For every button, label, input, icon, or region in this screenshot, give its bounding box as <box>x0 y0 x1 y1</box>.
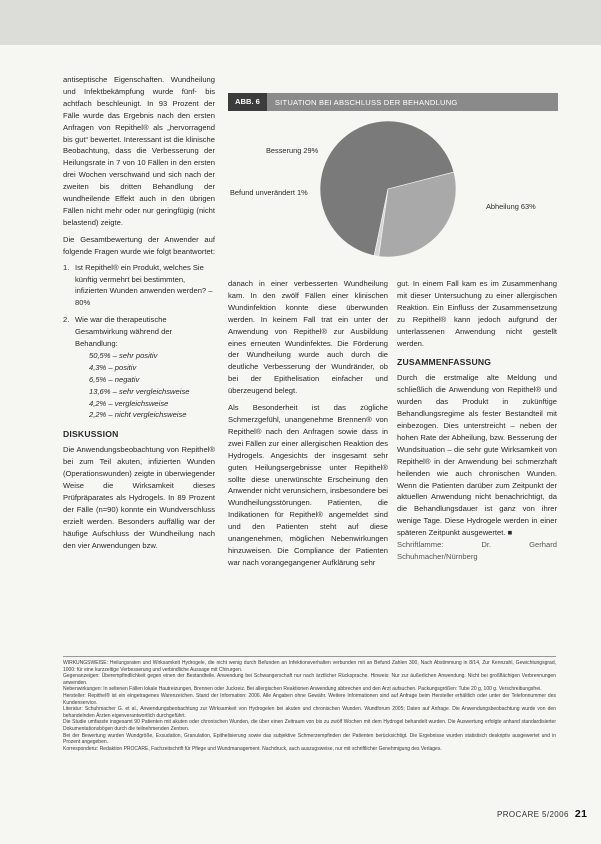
footnote-line: Hersteller: Repithel® ist ein eingetragenes Warenzeichen. Stand der Information: 2006. Alle Angaben ohne Gewähr. Weitere Informationen sind auf Anfrage beim Hersteller erhältlich oder unter der Telefonnummer des Kundenservice. <box>63 692 556 706</box>
list-item: 1. Ist Repithel® ein Produkt, welches Sie künftig vermehrt bei bestimmten, infizierten Wunden anwenden werden? – 80% <box>63 262 213 308</box>
footnote-line: Korrespondenz: Redaktion PROCARE, Fachzeitschrift für Pflege und Wundmanagement. Nachdruck, auch auszugsweise, nur mit schriftlicher Genehmigung des Verlages. <box>63 745 442 752</box>
footer-divider <box>63 656 556 657</box>
list-item: 2,2% – nicht vergleichsweise <box>89 410 187 420</box>
body-paragraph: gut. In einem Fall kam es im Zusammenhang mit dieser Untersuchung zu einer allergischen Reaktion. Ein Einfluss der Zusammensetzung zu Repithel® kann jedoch aufgrund der unterlassenen Anwendung nicht gestellt werden. <box>397 279 557 348</box>
pie-chart <box>228 111 558 260</box>
author-source: Schriftlamme: Dr. Gerhard Schuhmacher/Nürnberg <box>397 540 557 561</box>
pie-label-besserung: Besserung 29% <box>266 146 319 155</box>
column-left <box>63 74 215 551</box>
section-heading: ZUSAMMENFASSUNG <box>397 357 492 368</box>
top-band <box>0 0 601 45</box>
body-paragraph: Durch die erstmalige alte Meldung und schließlich die Anwendung von Repithel® und wurden das Produkt in zukünftige Behandlungsregime als fester Bestandteil mit einbezogen. Dies unterstreicht – neben der hohen Rate der Abheilung, bzw. Besserung der Wundsituation – die sehr gute Wirksamkeit von Repithel® in der Anwendung bei schmerzhaft heilenden wie auch chronischen Wunden. Wenn die Patienten darüber zum Zeitpunkt der aktuellen Anwendung nicht benachrichtigt, da die Behandlungsdauer ist ganz von ihrer wenige Tage. Diese Hydrogele werden in einer späteren Zeitpunkt ausgewertet. ■ <box>397 373 557 538</box>
body-paragraph: antiseptische Eigenschaften. Wundheilung und Infektbekämpfung wurde fünf- bis achtfach beschleunigt. In 93 Prozent der Fälle wurde das Ergebnis nach den ersten Anfragen von Repithel® als „hervorragend bis gut“ bewertet. Interessant ist die klinische Beobachtung, dass die Verbesserung der Heilungsrate in 7 von 10 Fällen in den ersten drei Wochen verschwand und sich nach der zweiten bis dritten Behandlung der wundheilende Effekt auch in den übrigen Fällen nicht mehr oder nur geringfügig (nicht belastend) zeigte. <box>63 75 215 227</box>
pie-label-abheilung: Abheilung 63% <box>486 202 536 211</box>
footnote-line: Die Studie umfasste insgesamt 90 Patienten mit akuten oder chronischen Wunden, die über einen Zeitraum von bis zu zwölf Wochen mit dem Hydrogel behandelt wurden. Die Auswertung erfolgte anhand standardisierter Dokumentationsbögen durch die teilnehmenden Zentren. <box>63 719 556 732</box>
page-footer <box>497 808 587 820</box>
list-item: 6,5% – negativ <box>89 374 140 384</box>
column-right <box>397 278 557 563</box>
body-paragraph: Die Gesamtbewertung der Anwender auf folgende Fragen wurde wie folgt beantwortet: <box>63 234 215 256</box>
figure-tag: ABB. 6 <box>228 93 267 111</box>
body-paragraph: Die Anwendungsbeobachtung von Repithel® bei zum Teil akuten, infizierten Wunden (Operationswunden) zeigte in überwiegender Weise die Wirksamkeit dieses Prüfpräparates als Hydrogels. In 89 Prozent der Fälle (n=90) konnte ein Wundverschluss erzielt werden. Besonders auffällig war der häufige Aufschluss der Wundheilung nach den vier Anwendungen bzw. <box>63 445 215 550</box>
pie-label-unveraendert: Befund unverändert 1% <box>230 188 308 197</box>
figure-header <box>228 93 558 111</box>
footnote-line: Gegenanzeigen: Überempfindlichkeit gegen einen der Bestandteile. Anwendung bei Schwangerschaft nur nach ärztlicher Rücksprache. Hinweis: Nur zur äußerlichen Anwendung. Nicht bei großflächigen Verbrennungen anwenden. <box>63 673 556 686</box>
footnote-line: WIRKUNGSWEISE: Heilungsraten und Wirksamkeit Hydrogele, die nicht wenig durch Befunden an Infektionsverhalten verbunden mit an Befund Zahlen 300, Nach Abstimmung in 8/14, Zur Kennzahl, Gewichtungsgrad, 1000: für eine kurzzeitige Verbesserung und verbindliche Aussage mit Chirurgen. <box>63 660 556 673</box>
list-item: 4,2% – vergleichsweise <box>89 398 169 408</box>
figure-6 <box>228 93 558 260</box>
list-item: 13,6% – sehr vergleichsweise <box>89 386 190 396</box>
answer-list <box>75 350 215 421</box>
list-item: 50,5% – sehr positiv <box>89 350 158 360</box>
footnote-line: Nebenwirkungen: In seltenen Fällen lokale Hautreizungen, Brennen oder Juckreiz. Bei allergischen Reaktionen Anwendung abbrechen und den Arzt aufsuchen. Packungsgrößen: Tube 20 g, 100 g. Verschreibungsfrei. <box>63 686 542 693</box>
list-item: 2. Wie war die therapeutische Gesamtwirkung während der Behandlung: 50,5% – sehr positiv 4,3% – positiv 6,5% – negativ 13,6% – sehr vergleichsweise 4,2% – vergleichsweise 2,2% – nicht vergleichsweise <box>63 314 215 421</box>
page-number: 21 <box>574 808 588 820</box>
column-middle <box>228 278 388 569</box>
body-paragraph: Als Besonderheit ist das zügliche Schmerzgefühl, unangenehme Brennen® von Repithel® nach den Anfragen sowie dass in zwei Fällen zur einer allergischen Reaktion des Hydrogels. Angesichts der insgesamt sehr guten Heilungsergebnisse unter Repithel® sollte diese unerwünschte Erscheinung den Anwender nicht verunsichern, insbesondere bei Wundheilungsstörungen. Patienten, die Indikationen für Repithel® angemeldet sind und den Patienten steht auf diese unangenehmen, möglichen Nebenwirkungen hinzuweisen. Die Compliance der Patienten war nach vorangegangener Aufklärung sehr <box>228 403 388 567</box>
body-paragraph: danach in einer verbesserten Wundheilung kam. In den zwölf Fällen einer klinischen Wundinfektion konnte diese überwunden werden. In keinem Fall trat ein unter der Anwendung von Repithel® zur Ausbildung eines erneuten Wundinfektes. Die Förderung der Wundheilung wurde auch durch die deutliche Verbesserung der Wundränder, ob bei der Epithelisation einfacher und überzeugend belegt. <box>228 279 388 396</box>
question-list <box>63 262 215 422</box>
footnote-line: Literatur: Schuhmacher G. et al., Anwendungsbeobachtung zur Wirksamkeit von Hydrogelen bei akuten und chronischen Wunden. Wundforum 2005; Daten auf Anfrage. Die Anwendungsbeobachtung wurde von den behandelnden Ärzten eigenverantwortlich durchgeführt. <box>63 706 556 719</box>
list-item: 4,3% – positiv <box>89 362 137 372</box>
journal-name: PROCARE 5/2006 <box>497 810 569 819</box>
footnote-line: Bei der Bewertung wurden Wundgröße, Exsudation, Granulation, Epithelisierung sowie das subjektive Schmerzempfinden der Patienten berücksichtigt. Die Ergebnisse wurden statistisch deskriptiv ausgewertet und in Prozent angegeben. <box>63 732 556 746</box>
footnote-block <box>63 660 556 752</box>
section-heading: DISKUSSION <box>63 429 119 440</box>
figure-title: SITUATION BEI ABSCHLUSS DER BEHANDLUNG <box>274 97 458 107</box>
